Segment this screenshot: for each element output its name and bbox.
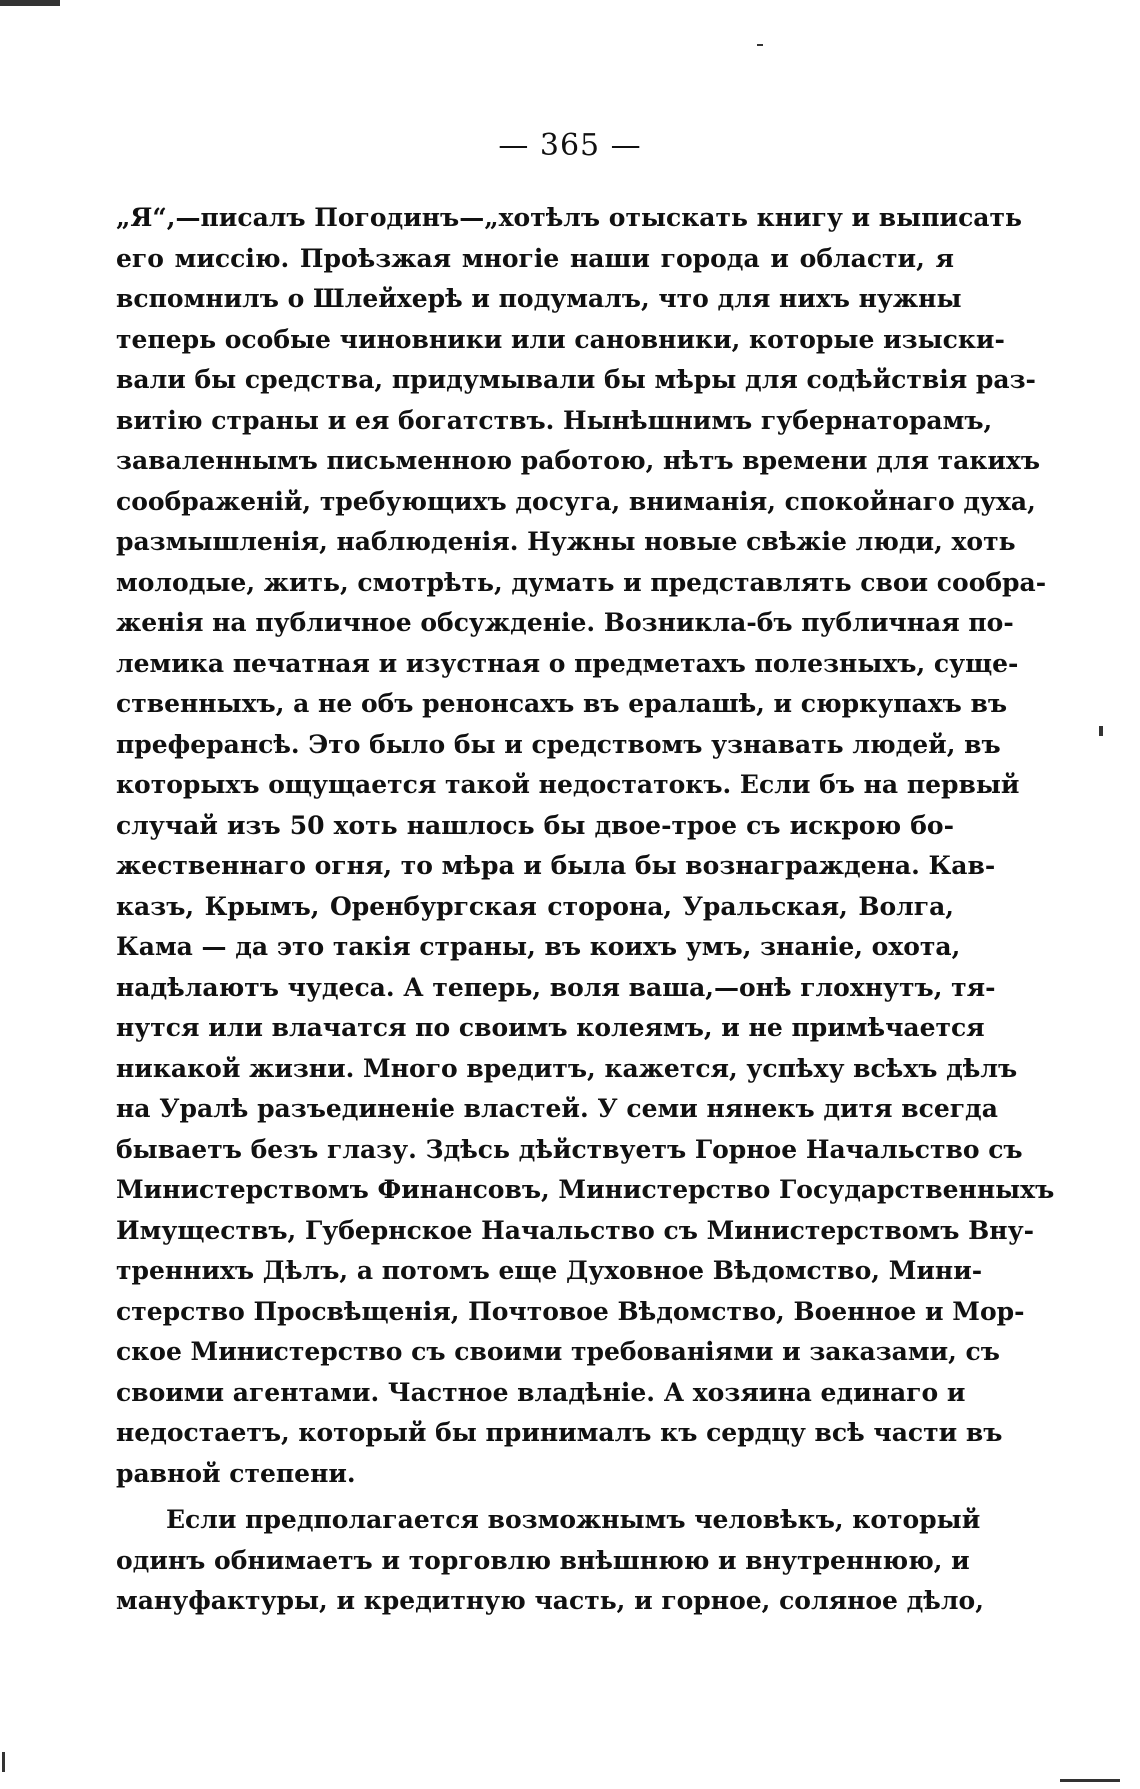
text-line: теперь особые чиновники или сановники, которые изыски- <box>116 324 1005 354</box>
text-line: жественнаго огня, то мѣра и была бы вознаграждена. Кав- <box>116 851 996 880</box>
text-line: преферансѣ. Это было бы и средствомъ узнавать людей, въ <box>116 729 1001 759</box>
text-line: стерство Просвѣщенія, Почтовое Вѣдомство, Военное и Мор- <box>116 1296 1025 1326</box>
paragraph-2 <box>116 1500 984 1622</box>
text-line: которыхъ ощущается такой недостатокъ. Если бъ на первый <box>116 770 1020 799</box>
text-line: его миссію. Проѣзжая многіе наши города и области, я <box>116 243 954 273</box>
text-line: одинъ обнимаетъ и торговлю внѣшнюю и внутреннюю, и <box>116 1545 970 1575</box>
text-line: ское Министерство съ своими требованіями и заказами, съ <box>116 1337 1000 1366</box>
text-line: женія на публичное обсужденіе. Возникла-бъ публичная по- <box>116 608 1014 637</box>
text-line: вспомнилъ о Шлейхерѣ и подумалъ, что для нихъ нужны <box>116 284 962 313</box>
text-line: Кама — да это такія страны, въ коихъ умъ, знаніе, охота, <box>116 932 961 961</box>
scan-speck <box>0 0 60 6</box>
text-line: своими агентами. Частное владѣніе. А хозяина единаго и <box>116 1377 966 1407</box>
text-line: Имуществъ, Губернское Начальство съ Министерствомъ Вну- <box>116 1215 1034 1245</box>
text-line: треннихъ Дѣлъ, а потомъ еще Духовное Вѣдомство, Мини- <box>116 1256 983 1285</box>
scan-speck <box>757 44 763 46</box>
text-line: бываетъ безъ глазу. Здѣсь дѣйствуетъ Горное Начальство съ <box>116 1134 1023 1164</box>
text-line: ственныхъ, а не объ ренонсахъ въ ералашѣ, и сюркупахъ въ <box>116 689 1008 718</box>
text-line: равной степени. <box>116 1458 356 1488</box>
text-line: размышленія, наблюденія. Нужны новые свѣжіе люди, хоть <box>116 527 1016 556</box>
text-line: нутся или влачатся по своимъ колеямъ, и не примѣчается <box>116 1013 985 1042</box>
text-line: витію страны и ея богатствъ. Нынѣшнимъ губернаторамъ, <box>116 405 993 435</box>
text-line: молодые, жить, смотрѣть, думать и представлять свои сообра- <box>116 567 1047 597</box>
text-line: Министерствомъ Финансовъ, Министерство Государственныхъ <box>116 1175 1055 1204</box>
text-line: никакой жизни. Много вредитъ, кажется, успѣху всѣхъ дѣлъ <box>116 1053 1018 1083</box>
text-line: Если предполагается возможнымъ человѣкъ, который <box>166 1505 981 1534</box>
text-line: соображеній, требующихъ досуга, вниманія, спокойнаго духа, <box>116 486 1036 516</box>
scan-speck <box>1099 726 1103 736</box>
text-line: на Уралѣ разъединеніе властей. У семи нянекъ дитя всегда <box>116 1094 998 1123</box>
body-text <box>116 198 1055 1622</box>
text-line: заваленнымъ письменною работою, нѣтъ времени для такихъ <box>116 446 1041 475</box>
paragraph-1 <box>116 198 1055 1494</box>
page-number: — 365 — <box>498 128 642 163</box>
text-line: лемика печатная и изустная о предметахъ полезныхъ, суще- <box>116 648 1019 678</box>
text-line: случай изъ 50 хоть нашлось бы двое-трое съ искрою бо- <box>116 810 954 840</box>
text-line: казъ, Крымъ, Оренбургская сторона, Уральская, Волга, <box>116 891 954 921</box>
text-line: надѣлаютъ чудеса. А теперь, воля ваша,—онѣ глохнутъ, тя- <box>116 972 996 1002</box>
text-line: вали бы средства, придумывали бы мѣры для содѣйствія раз- <box>116 365 1036 394</box>
scan-speck <box>1060 1779 1120 1782</box>
scan-speck <box>2 1752 5 1772</box>
text-line: мануфактуры, и кредитную часть, и горное, соляное дѣло, <box>116 1586 984 1615</box>
text-line: недостаетъ, который бы принималъ къ сердцу всѣ части въ <box>116 1418 1003 1447</box>
text-line: „Я“,—писалъ Погодинъ—„хотѣлъ отыскать книгу и выписать <box>116 203 1022 232</box>
